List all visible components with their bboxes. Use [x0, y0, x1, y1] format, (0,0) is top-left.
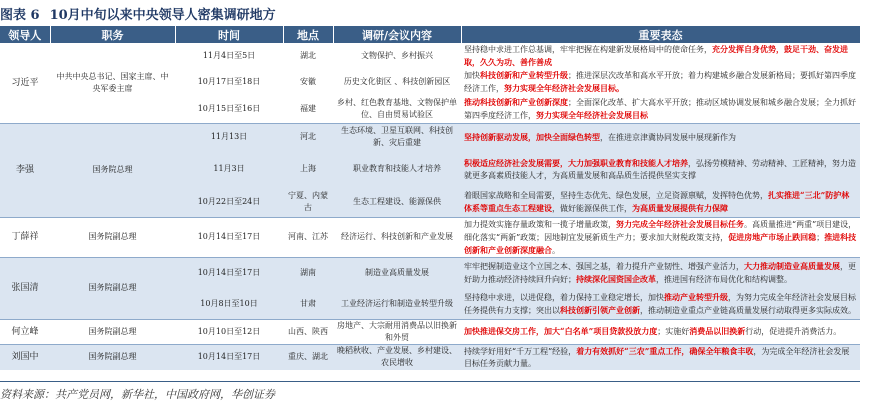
remark-text: 加力提效实施存量政策和一揽子增量政策，	[464, 219, 616, 229]
remark-highlight: 着力有效抓好“三农”重点工作，确保全年粮食丰收	[576, 345, 754, 356]
remark-highlight: 努力实现全年经济社会发展目标。	[504, 83, 624, 93]
visit-time: 10月17日至18日	[175, 69, 283, 95]
leader-position: 国务院副总理	[50, 257, 175, 319]
visit-place: 重庆、湖北	[283, 344, 333, 370]
header-time: 时间	[175, 26, 283, 43]
leader-name: 张国清	[0, 257, 50, 319]
remark-text: 持续学好用好“千万工程”经验，	[464, 346, 577, 356]
visit-time: 11月3日	[175, 151, 283, 187]
visit-time: 10月14日至17日	[175, 257, 283, 289]
visit-content: 经济运行、科技创新和产业发展	[333, 217, 461, 257]
visit-content: 制造业高质量发展	[333, 257, 461, 289]
remark-text: 。	[552, 245, 560, 255]
remark-text: ，弘扬劳模精神、劳动精神、工匠精神，努力造就更多高素质技能人才，为高质量发展和高品质生活提供坚实支撑	[464, 158, 856, 180]
key-remarks	[461, 344, 860, 370]
remark-highlight: 持续深化国资国企改革	[576, 274, 656, 285]
visit-content: 工业经济运行和制造业转型升级	[333, 289, 461, 319]
figure-title	[0, 4, 286, 24]
key-remarks	[461, 217, 860, 257]
leader-name: 习近平	[0, 43, 50, 123]
leader-name: 丁薛祥	[0, 217, 50, 257]
remark-text: 行动，促进提升消费活力。	[745, 327, 842, 336]
remark-text: ，推进国有经济布局优化和结构调整。	[656, 275, 792, 285]
remark-highlight: 大力推动制造业高质量发展	[744, 261, 840, 272]
leader-position: 国务院总理	[50, 123, 175, 217]
remark-text: 牢牢把握制造业这个立国之本、强国之基，着力提升产业韧性、增强产业活力，	[464, 262, 744, 272]
visit-content: 历史文化街区 、科技创新园区	[333, 69, 461, 95]
remark-text: 坚持稳中求进工作总基调，牢牢把握在构建新发展格局中的使命任务，	[464, 45, 712, 54]
visit-time: 10月14日至17日	[175, 217, 283, 257]
remark-text: ，做好能源保供工作，	[552, 203, 632, 213]
remark-highlight: ，加大“白名单”项目贷款投放力度	[536, 326, 658, 336]
visit-time: 10月22日至24日	[175, 187, 283, 217]
table-row	[0, 344, 860, 370]
remark-text: ，推动制造业重点产业链高质量发展行动取得更多实际成效。	[640, 305, 856, 315]
leader-position: 国务院副总理	[50, 344, 175, 370]
remark-text: ；全面深化改革、扩大高水平开放；推动区域协调发展和城乡融合发展；全力抓好第四季度经济工作，	[464, 97, 856, 120]
header-remarks: 重要表态	[461, 26, 860, 43]
key-remarks	[461, 151, 860, 187]
visit-time: 10月15日至16日	[175, 95, 283, 123]
visit-place: 甘肃	[283, 289, 333, 319]
table-row	[0, 217, 860, 257]
source-note: 资料来源：共产党员网，新华社，中国政府网，华创证券	[0, 388, 275, 401]
leader-name: 何立峰	[0, 319, 50, 344]
visit-content: 生态环境、卫星互联网、科技创新、灾后重建	[333, 123, 461, 151]
visit-place: 宁夏、内蒙古	[283, 187, 333, 217]
remark-highlight: 推进科技创新和产业创新深度融合	[464, 231, 857, 255]
key-remarks	[461, 123, 860, 151]
visit-time: 11月4日至5日	[175, 43, 283, 69]
remark-text: 坚持稳中求进，以进促稳，着力保持工业稳定增长，加快	[464, 292, 664, 302]
visit-place: 河北	[283, 123, 333, 151]
leader-position: 国务院副总理	[50, 319, 175, 344]
visit-content: 乡村、红色教育基地、文物保护单位、自由贸易试验区	[333, 95, 461, 123]
visit-place: 福建	[283, 95, 333, 123]
remark-highlight: 坚持创新驱动发展，加快全面绿色转型	[464, 131, 600, 142]
visit-content: 晚稻秋收、产业发展、乡村建设、农民增收	[333, 344, 461, 370]
remark-highlight: 扎实推进“三北”防护林体系等重点生态工程建设	[464, 189, 850, 213]
visit-place: 湖北	[283, 43, 333, 69]
remark-highlight: 努力完成全年经济社会发展目标任务	[616, 218, 744, 229]
remark-highlight: 加快推进保交房工作	[464, 326, 536, 336]
visit-content: 文物保护、乡村振兴	[333, 43, 461, 69]
table-body	[0, 43, 860, 370]
key-remarks	[461, 187, 860, 217]
visit-content: 职业教育和技能人才培养	[333, 151, 461, 187]
visit-place: 湖南	[283, 257, 333, 289]
table-row	[0, 257, 860, 289]
header-place: 地点	[283, 26, 333, 43]
visit-content: 生态工程建设、能源保供	[333, 187, 461, 217]
visit-time: 10月8日至10日	[175, 289, 283, 319]
key-remarks	[461, 43, 860, 69]
leader-position: 国务院副总理	[50, 217, 175, 257]
remark-highlight: 促进房地产市场止跌回稳	[728, 231, 817, 242]
leader-position: 中共中央总书记、国家主席、中央军委主席	[50, 43, 175, 123]
visit-time: 10月14日至17日	[175, 344, 283, 370]
key-remarks	[461, 69, 860, 95]
visit-place: 安徽	[283, 69, 333, 95]
remark-text: 加快	[464, 71, 480, 80]
visit-place: 河南、江苏	[283, 217, 333, 257]
remark-text: ，在推进京津冀协同发展中展现新作为	[600, 132, 736, 142]
remark-highlight: 推动科技创新和产业创新深度	[464, 96, 568, 107]
figure-label: 图表 6	[0, 8, 40, 23]
leader-name: 李强	[0, 123, 50, 217]
figure-caption: 10月中旬以来中央领导人密集调研地方	[49, 8, 276, 23]
remark-text: ，为完成全年经济社会发展目标任务贡献力量。	[464, 346, 850, 368]
remark-text: 。高质量推进“两重”项目建设，细化落实“两新”政策；因地制宜发展新质生产力；要求加大财税政策支持，	[464, 219, 857, 242]
remark-text: ；推进深层次改革和高水平开放；着力构建城乡融合发展新格局；要抓好第四季度经济工作，	[464, 71, 856, 93]
header-position: 职务	[50, 26, 175, 43]
header-leader: 领导人	[0, 26, 50, 43]
table-header-row	[0, 26, 860, 43]
remark-highlight: 努力实现全年经济社会发展目标	[536, 109, 648, 120]
table-bottom-rule	[0, 381, 860, 382]
remark-text: ；	[816, 232, 825, 242]
visit-place: 上海	[283, 151, 333, 187]
key-remarks	[461, 319, 860, 344]
remark-highlight: 为高质量发展提供有力保障	[632, 202, 728, 213]
remark-text: ，更好助力推动经济持续回升向好；	[464, 262, 856, 285]
table-row	[0, 123, 860, 151]
header-content: 调研/会议内容	[333, 26, 461, 43]
remark-highlight: 推动产业转型升级	[664, 291, 728, 302]
remark-text: 着眼国家战略和全局需要，坚持生态优先、绿色发展，立足资源禀赋，发挥特色优势，	[464, 190, 768, 200]
key-remarks	[461, 257, 860, 289]
remark-highlight: 科技创新和产业转型升级	[480, 70, 568, 80]
remark-highlight: 科技创新引领产业创新	[560, 304, 640, 315]
remark-highlight: 积极适应经济社会发展需要，大力加强职业教育和技能人才培养	[464, 157, 688, 168]
remark-highlight: 消费品以旧换新	[689, 326, 746, 336]
key-remarks	[461, 95, 860, 123]
visit-time: 10月10日至12日	[175, 319, 283, 344]
visit-time: 11月13日	[175, 123, 283, 151]
visit-content: 房地产、大宗耐用消费品以旧换新和外贸	[333, 319, 461, 344]
remark-text: ；实施好	[657, 327, 690, 336]
leaders-table	[0, 26, 861, 370]
visit-place: 山西、陕西	[283, 319, 333, 344]
table-row	[0, 43, 860, 69]
remark-text: ，为努力完成全年经济社会发展目标任务提供有力支撑；突出以	[464, 292, 856, 315]
leader-name: 刘国中	[0, 344, 50, 370]
table-row	[0, 319, 860, 344]
key-remarks	[461, 289, 860, 319]
remark-highlight: 充分发挥自身优势，鼓足干劲、奋发进取，久久为功、善作善成	[464, 44, 848, 67]
